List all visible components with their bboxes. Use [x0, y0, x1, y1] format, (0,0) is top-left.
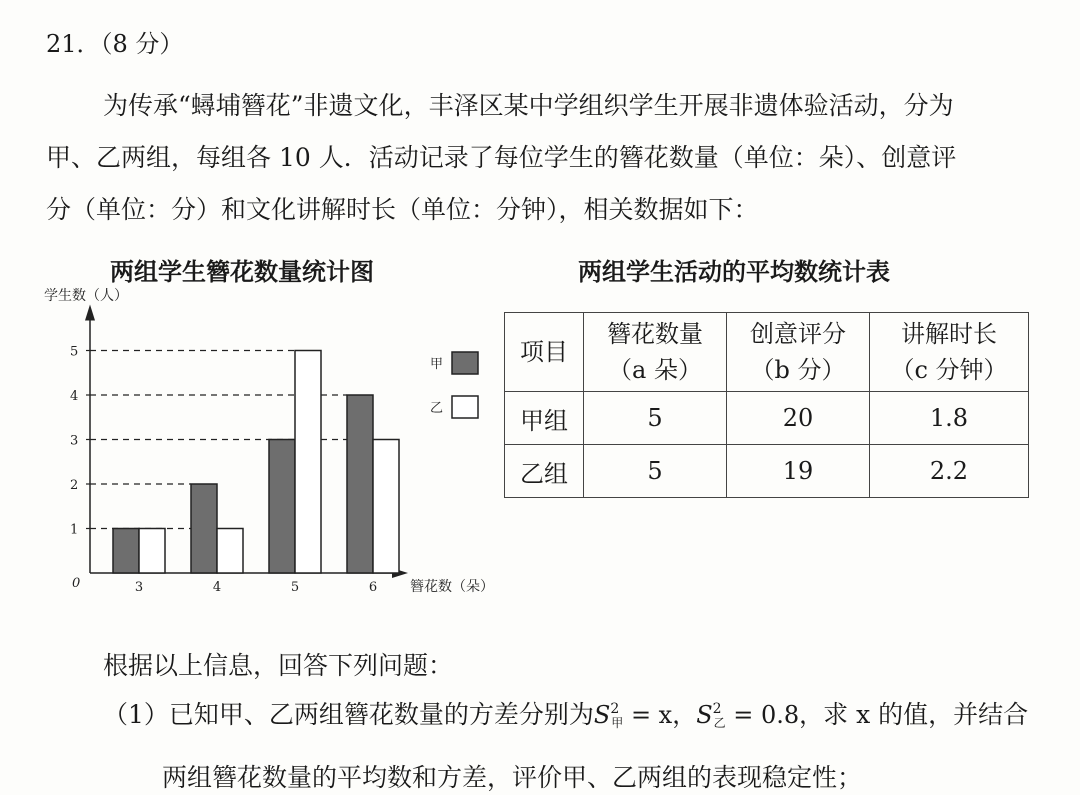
bar-jia: [191, 484, 217, 573]
bar-yi: [217, 529, 243, 574]
stats-table: [504, 312, 1029, 498]
y-tick-label: 1: [70, 522, 79, 538]
legend-swatch: [452, 352, 478, 374]
x-tick-label: 3: [134, 580, 144, 595]
table-cell: 5: [584, 392, 727, 445]
question-intro: 根据以上信息，回答下列问题：: [103, 651, 454, 680]
table-cell: 1.8: [870, 392, 1029, 445]
bar-yi: [139, 529, 165, 574]
bar-chart: [30, 280, 500, 610]
table-title: 两组学生活动的平均数统计表: [578, 258, 890, 286]
table-header-row: [505, 313, 1029, 392]
legend-swatch: [452, 396, 478, 418]
table-cell: 20: [727, 392, 870, 445]
origin-label: 0: [72, 576, 81, 591]
sub-question-1: [103, 695, 1028, 731]
legend-label: 甲: [430, 357, 444, 372]
bar-yi: [373, 440, 399, 574]
legend-label: 乙: [430, 401, 444, 416]
bar-yi: [295, 351, 321, 574]
x-axis-label: 簪花数（朵）: [410, 579, 494, 595]
header-creative-score: 创意评分 （b 分）: [727, 313, 870, 392]
header-item: 项目: [505, 313, 584, 392]
chart-title: 两组学生簪花数量统计图: [110, 258, 374, 286]
paragraph-line-3: 分（单位：分）和文化讲解时长（单位：分钟），相关数据如下：: [46, 195, 759, 224]
paragraph-line-1: 为传承“蟳埔簪花”非遗文化，丰泽区某中学组织学生开展非遗体验活动，分为: [103, 91, 954, 120]
table-row: [505, 392, 1029, 445]
variance-yi: $S^2_乙 = 0.8$，: [696, 701, 824, 730]
y-tick-label: 2: [70, 478, 79, 493]
header-flower-count: 簪花数量 （a 朵）: [584, 313, 727, 392]
y-tick-label: 3: [70, 433, 79, 449]
table-cell: 甲组: [505, 392, 584, 445]
q1-suffix: 求 x 的值，并结合: [823, 700, 1029, 729]
bar-jia: [347, 395, 373, 573]
table-cell: 2.2: [870, 445, 1029, 498]
q1-prefix: （1）已知甲、乙两组簪花数量的方差分别为: [103, 700, 594, 729]
sub-question-1-line-2: 两组簪花数量的平均数和方差，评价甲、乙两组的表现稳定性；: [162, 763, 863, 792]
bar-jia: [269, 440, 295, 574]
table-cell: 5: [584, 445, 727, 498]
y-axis-label: 学生数（人）: [44, 288, 128, 304]
x-tick-label: 5: [290, 580, 300, 595]
table-row: [505, 445, 1029, 498]
y-axis-arrow: [85, 305, 95, 321]
question-number: 21．（8 分）: [46, 30, 184, 58]
table-cell: 乙组: [505, 445, 584, 498]
table-cell: 19: [727, 445, 870, 498]
bar-jia: [113, 529, 139, 574]
x-tick-label: 6: [368, 580, 378, 595]
header-explain-time: 讲解时长 （c 分钟）: [870, 313, 1029, 392]
x-tick-label: 4: [212, 580, 222, 595]
y-tick-label: 4: [70, 389, 79, 404]
variance-jia: $S^2_甲 = x$，: [593, 701, 697, 730]
paragraph-line-2: 甲、乙两组，每组各 10 人．活动记录了每位学生的簪花数量（单位：朵）、创意评: [46, 143, 957, 172]
y-tick-label: 5: [70, 344, 79, 360]
